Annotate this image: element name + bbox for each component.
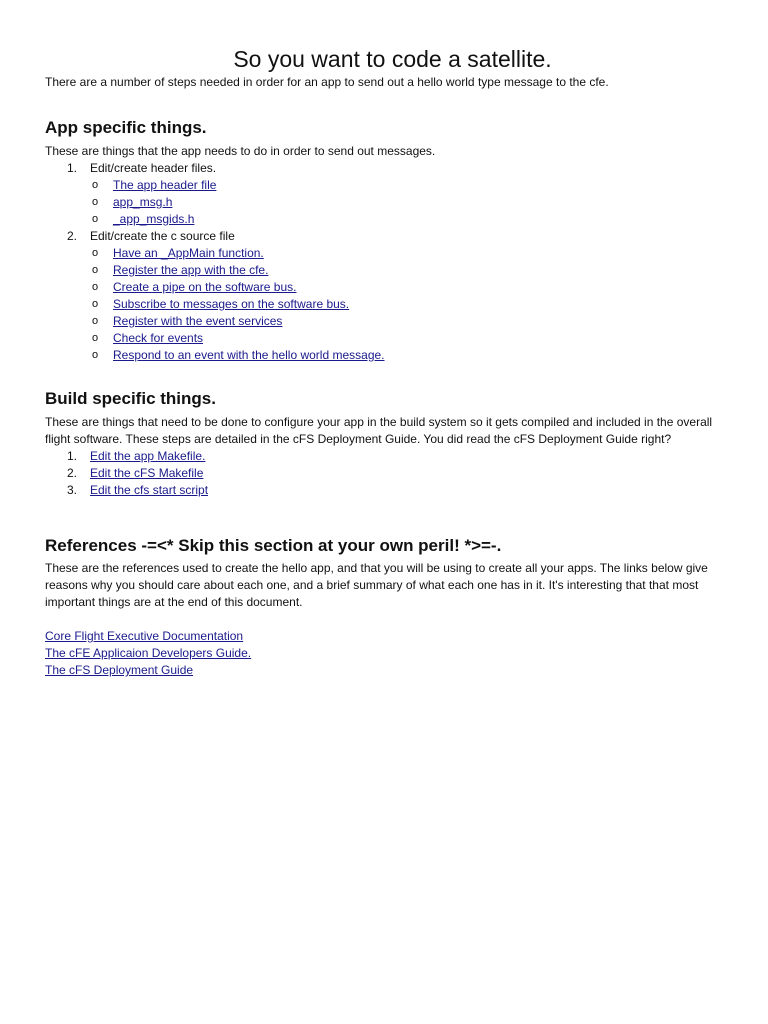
link-subscribe-messages[interactable]: Subscribe to messages on the software bus. [113, 297, 350, 311]
link-cfe-app-developers-guide[interactable]: The cFE Applicaion Developers Guide. [45, 646, 252, 660]
app-steps-list [45, 160, 725, 364]
intro-paragraph: There are a number of steps needed in order for an app to send out a hello world type message to the cfe. [45, 75, 609, 89]
page-title: So you want to code a satellite. [233, 46, 552, 72]
circle-bullet-icon: o [92, 179, 99, 191]
list-item [90, 296, 725, 313]
references-section-heading: References -=<* Skip this section at your own peril! *>=-. [45, 536, 502, 555]
list-item [90, 330, 725, 347]
step-number: 1. [67, 161, 78, 175]
document-page [45, 44, 725, 679]
build-section-heading: Build specific things. [45, 389, 216, 408]
list-item [90, 347, 725, 364]
list-item [90, 262, 725, 279]
step-number: 2. [67, 466, 78, 480]
circle-bullet-icon: o [92, 264, 99, 276]
link-check-events[interactable]: Check for events [113, 331, 204, 345]
step-number: 1. [67, 449, 78, 463]
header-files-sublist [90, 177, 725, 228]
build-step-2 [45, 465, 725, 482]
link-core-flight-executive-docs[interactable]: Core Flight Executive Documentation [45, 629, 244, 643]
circle-bullet-icon: o [92, 349, 99, 361]
link-cfs-deployment-guide[interactable]: The cFS Deployment Guide [45, 663, 194, 677]
circle-bullet-icon: o [92, 196, 99, 208]
app-section-heading: App specific things. [45, 118, 207, 137]
app-step-2 [45, 228, 725, 364]
list-item [90, 313, 725, 330]
build-step-1 [45, 448, 725, 465]
app-step-1 [45, 160, 725, 228]
list-item [90, 177, 725, 194]
link-create-pipe[interactable]: Create a pipe on the software bus. [113, 280, 297, 294]
list-item [90, 194, 725, 211]
link-register-app[interactable]: Register the app with the cfe. [113, 263, 269, 277]
build-steps-list [45, 448, 725, 499]
link-appmain-function[interactable]: Have an _AppMain function. [113, 246, 264, 260]
circle-bullet-icon: o [92, 315, 99, 327]
list-item [90, 211, 725, 228]
circle-bullet-icon: o [92, 281, 99, 293]
app-section-description: These are things that the app needs to do in order to send out messages. [45, 144, 436, 158]
link-edit-app-makefile[interactable]: Edit the app Makefile. [90, 449, 206, 463]
link-app-msgids-h[interactable]: _app_msgids.h [113, 212, 195, 226]
step-label: Edit/create header files. [90, 161, 217, 175]
references-section-description: These are the references used to create the hello app, and that you will be using to create all your apps. The links below give reasons why you should care about each one, and a brief summary of what each one has in it. It's interesting that that most important things are at the end of this document. [45, 561, 708, 609]
step-label: Edit/create the c source file [90, 229, 235, 243]
circle-bullet-icon: o [92, 298, 99, 310]
build-section-description: These are things that need to be done to configure your app in the build system so it gets compiled and included in the overall flight software. These steps are detailed in the cFS Deployment Guide. You did read the cFS Deployment Guide right? [45, 415, 713, 446]
circle-bullet-icon: o [92, 332, 99, 344]
link-respond-event[interactable]: Respond to an event with the hello world message. [113, 348, 385, 362]
link-app-header-file[interactable]: The app header file [113, 178, 217, 192]
link-app-msg-h[interactable]: app_msg.h [113, 195, 173, 209]
list-item [90, 279, 725, 296]
link-register-event-services[interactable]: Register with the event services [113, 314, 283, 328]
references-links [45, 628, 725, 679]
circle-bullet-icon: o [92, 247, 99, 259]
link-edit-cfs-start-script[interactable]: Edit the cfs start script [90, 483, 209, 497]
step-number: 3. [67, 483, 78, 497]
step-number: 2. [67, 229, 78, 243]
build-step-3 [45, 482, 725, 499]
list-item [90, 245, 725, 262]
circle-bullet-icon: o [92, 213, 99, 225]
link-edit-cfs-makefile[interactable]: Edit the cFS Makefile [90, 466, 204, 480]
source-file-sublist [90, 245, 725, 364]
